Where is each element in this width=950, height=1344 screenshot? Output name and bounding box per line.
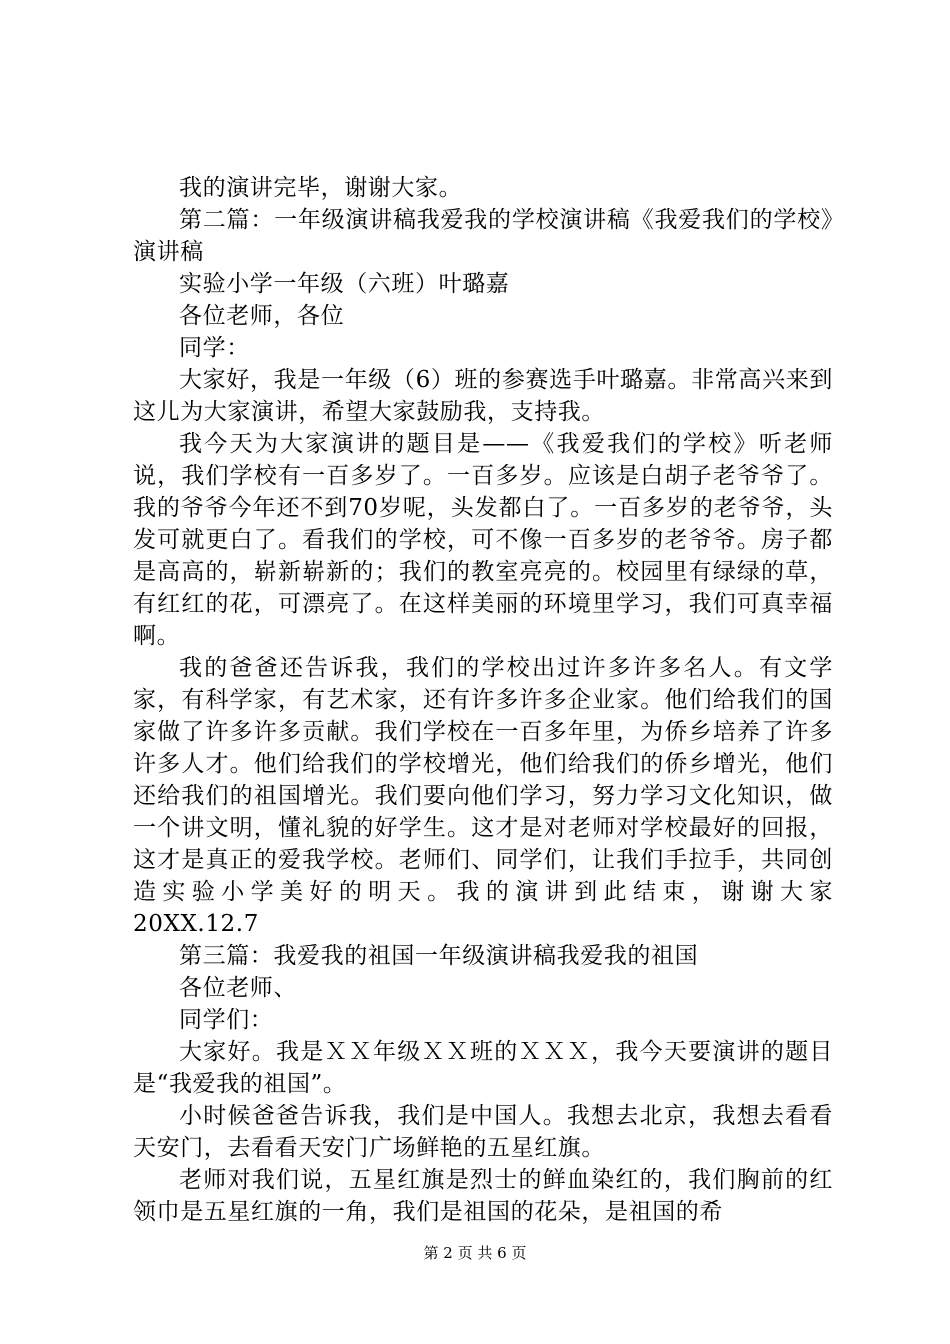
document-body: [133, 172, 833, 1228]
paragraph: 我今天为大家演讲的题目是——《我爱我们的学校》听老师说，我们学校有一百多岁了。一百多岁。应该是白胡子老爷爷了。我的爷爷今年还不到70岁呢，头发都白了。一百多岁的老爷爷，头发可就更白了。看我们的学校，可不像一百多岁的老爷爷。房子都是高高的，崭新崭新的；我们的教室亮亮的。校园里有绿绿的草，有红红的花，可漂亮了。在这样美丽的环境里学习，我们可真幸福啊。: [133, 431, 833, 649]
salutation: 各位老师、: [179, 975, 297, 1001]
paragraph: 我的爸爸还告诉我，我们的学校出过许多许多名人。有文学家，有科学家，有艺术家，还有许多许多企业家。他们给我们的国家做了许多许多贡献。我们学校在一百多年里，为侨乡培养了许多许多人才。他们给我们的学校增光，他们给我们的侨乡增光，他们还给我们的祖国增光。我们要向他们学习，努力学习文化知识，做一个讲文明，懂礼貌的好学生。这才是对老师对学校最好的回报，这才是真正的爱我学校。老师们、同学们，让我们手拉手，共同创造实验小学美好的明天。我的演讲到此结束，谢谢大家 20XX.12.7: [133, 655, 833, 937]
paragraph: 老师对我们说，五星红旗是烈士的鲜血染红的，我们胸前的红领巾是五星红旗的一角，我们是祖国的花朵，是祖国的希: [133, 1167, 833, 1225]
paragraph: 大家好，我是一年级（6）班的参赛选手叶璐嘉。非常高兴来到这儿为大家演讲，希望大家鼓励我，支持我。: [133, 367, 833, 425]
page-number-footer: 第 2 页 共 6 页: [423, 1244, 527, 1262]
salutation: 同学们：: [179, 1007, 274, 1033]
paragraph: 大家好。我是ＸＸ年级ＸＸ班的ＸＸＸ，我今天要演讲的题目是“我爱我的祖国”。: [133, 1039, 833, 1097]
paragraph: 小时候爸爸告诉我，我们是中国人。我想去北京，我想去看看天安门，去看看天安门广场鲜艳的五星红旗。: [133, 1103, 833, 1161]
section-heading: 第三篇：我爱我的祖国一年级演讲稿我爱我的祖国: [179, 943, 699, 969]
salutation: 各位老师，各位: [179, 303, 345, 329]
author-line: 实验小学一年级（六班）叶璐嘉: [179, 271, 510, 297]
section-heading: 第二篇：一年级演讲稿我爱我的学校演讲稿《我爱我们的学校》演讲稿: [133, 207, 833, 265]
paragraph: 我的演讲完毕，谢谢大家。: [179, 175, 463, 201]
salutation: 同学：: [179, 335, 250, 361]
